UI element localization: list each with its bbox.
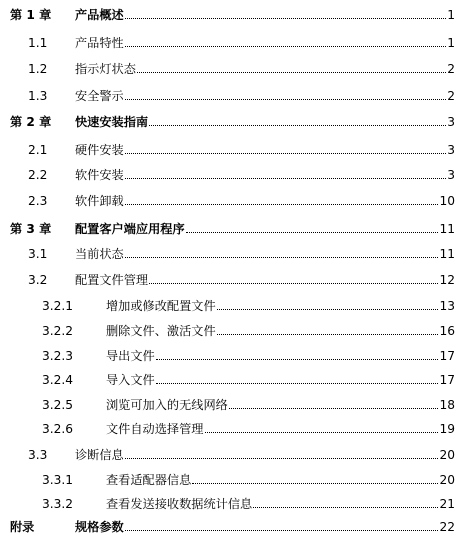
toc-entry-number: 3.3.2 — [42, 497, 74, 511]
toc-entry[interactable] — [0, 446, 463, 464]
toc-entry[interactable] — [0, 322, 463, 340]
toc-entry-title: 导入文件 — [106, 373, 155, 387]
toc-entry[interactable] — [0, 220, 463, 238]
toc-entry-number: 3.2.5 — [42, 398, 74, 412]
toc-entry-number: 3.2.1 — [42, 299, 74, 313]
toc-entry-number: 3.2.6 — [42, 422, 74, 436]
toc-entry-page: 12 — [439, 273, 455, 287]
toc-entry-number: 第 3 章 — [10, 222, 52, 236]
toc-dot-leader — [205, 420, 438, 433]
toc-dot-leader — [186, 220, 438, 233]
toc-entry[interactable] — [0, 420, 463, 438]
toc-entry[interactable] — [0, 87, 463, 105]
toc-entry-title: 指示灯状态 — [75, 62, 136, 76]
toc-dot-leader — [125, 87, 446, 100]
toc-dot-leader — [149, 271, 438, 284]
toc-entry-title: 产品概述 — [75, 8, 124, 22]
toc-entry-title: 配置客户端应用程序 — [75, 222, 185, 236]
toc-entry-page: 17 — [439, 349, 455, 363]
toc-entry-title: 软件卸载 — [75, 194, 124, 208]
toc-entry-page: 3 — [447, 168, 455, 182]
toc-entry-page: 1 — [447, 8, 455, 22]
toc-entry[interactable] — [0, 297, 463, 315]
toc-entry[interactable] — [0, 166, 463, 184]
toc-entry-title: 软件安装 — [75, 168, 124, 182]
toc-dot-leader — [125, 6, 446, 19]
toc-dot-leader — [229, 396, 438, 409]
toc-entry-title: 快速安装指南 — [75, 115, 149, 129]
toc-dot-leader — [125, 34, 446, 47]
toc-dot-leader — [217, 297, 438, 310]
toc-entry-page: 20 — [439, 473, 455, 487]
toc-entry-title: 查看发送接收数据统计信息 — [106, 497, 253, 511]
toc-entry[interactable] — [0, 347, 463, 365]
toc-entry-number: 2.3 — [28, 194, 48, 208]
toc-entry-title: 删除文件、激活文件 — [106, 324, 216, 338]
toc-dot-leader — [125, 141, 446, 154]
toc-entry-number: 3.3.1 — [42, 473, 74, 487]
toc-entry-title: 配置文件管理 — [75, 273, 149, 287]
toc-dot-leader — [192, 471, 438, 484]
toc-entry-number: 3.2.2 — [42, 324, 74, 338]
toc-entry-page: 2 — [447, 62, 455, 76]
toc-entry[interactable] — [0, 34, 463, 52]
toc-entry-title: 浏览可加入的无线网络 — [106, 398, 228, 412]
toc-entry-title: 增加或修改配置文件 — [106, 299, 216, 313]
toc-entry-page: 16 — [439, 324, 455, 338]
toc-dot-leader — [156, 371, 438, 384]
toc-entry[interactable] — [0, 141, 463, 159]
toc-entry[interactable] — [0, 6, 463, 24]
toc-entry-page: 11 — [439, 222, 455, 236]
toc-entry-number: 第 1 章 — [10, 8, 52, 22]
toc-entry[interactable] — [0, 396, 463, 414]
toc-entry[interactable] — [0, 518, 463, 536]
toc-entry-number: 2.2 — [28, 168, 48, 182]
toc-entry-number: 1.3 — [28, 89, 48, 103]
toc-entry-number: 3.3 — [28, 448, 48, 462]
toc-entry[interactable] — [0, 271, 463, 289]
toc-entry[interactable] — [0, 60, 463, 78]
toc-dot-leader — [125, 245, 438, 258]
toc-entry-page: 13 — [439, 299, 455, 313]
toc-dot-leader — [217, 322, 438, 335]
toc-entry-title: 导出文件 — [106, 349, 155, 363]
toc-dot-leader — [149, 113, 446, 126]
toc-entry-number: 3.2.3 — [42, 349, 74, 363]
toc-entry-page: 19 — [439, 422, 455, 436]
toc-entry-page: 17 — [439, 373, 455, 387]
toc-entry-title: 查看适配器信息 — [106, 473, 192, 487]
toc-dot-leader — [137, 60, 446, 73]
toc-entry-number: 1.1 — [28, 36, 48, 50]
toc-entry[interactable] — [0, 113, 463, 131]
toc-entry-number: 1.2 — [28, 62, 48, 76]
toc-entry-number: 3.2 — [28, 273, 48, 287]
toc-dot-leader — [125, 192, 438, 205]
toc-entry-page: 3 — [447, 115, 455, 129]
toc-entry-page: 21 — [439, 497, 455, 511]
toc-entry[interactable] — [0, 471, 463, 489]
toc-entry-number: 第 2 章 — [10, 115, 52, 129]
toc-entry-title: 产品特性 — [75, 36, 124, 50]
toc-entry[interactable] — [0, 192, 463, 210]
toc-entry-title: 规格参数 — [75, 520, 124, 534]
toc-entry-page: 10 — [439, 194, 455, 208]
toc-entry-page: 22 — [439, 520, 455, 534]
toc-dot-leader — [125, 518, 438, 531]
toc-entry-page: 2 — [447, 89, 455, 103]
toc-dot-leader — [253, 495, 438, 508]
toc-entry-title: 安全警示 — [75, 89, 124, 103]
toc-entry-number: 2.1 — [28, 143, 48, 157]
toc-dot-leader — [156, 347, 438, 360]
toc-entry-number: 3.1 — [28, 247, 48, 261]
toc-entry[interactable] — [0, 371, 463, 389]
toc-dot-leader — [125, 166, 446, 179]
toc-entry[interactable] — [0, 495, 463, 513]
toc-entry-title: 当前状态 — [75, 247, 124, 261]
toc-entry-page: 11 — [439, 247, 455, 261]
toc-entry[interactable] — [0, 245, 463, 263]
toc-entry-number: 附录 — [10, 520, 35, 534]
toc-entry-title: 诊断信息 — [75, 448, 124, 462]
toc-entry-page: 18 — [439, 398, 455, 412]
toc-entry-page: 20 — [439, 448, 455, 462]
toc-entry-title: 硬件安装 — [75, 143, 124, 157]
toc-entry-page: 3 — [447, 143, 455, 157]
toc-entry-page: 1 — [447, 36, 455, 50]
toc-entry-title: 文件自动选择管理 — [106, 422, 204, 436]
toc-dot-leader — [125, 446, 438, 459]
toc-entry-number: 3.2.4 — [42, 373, 74, 387]
